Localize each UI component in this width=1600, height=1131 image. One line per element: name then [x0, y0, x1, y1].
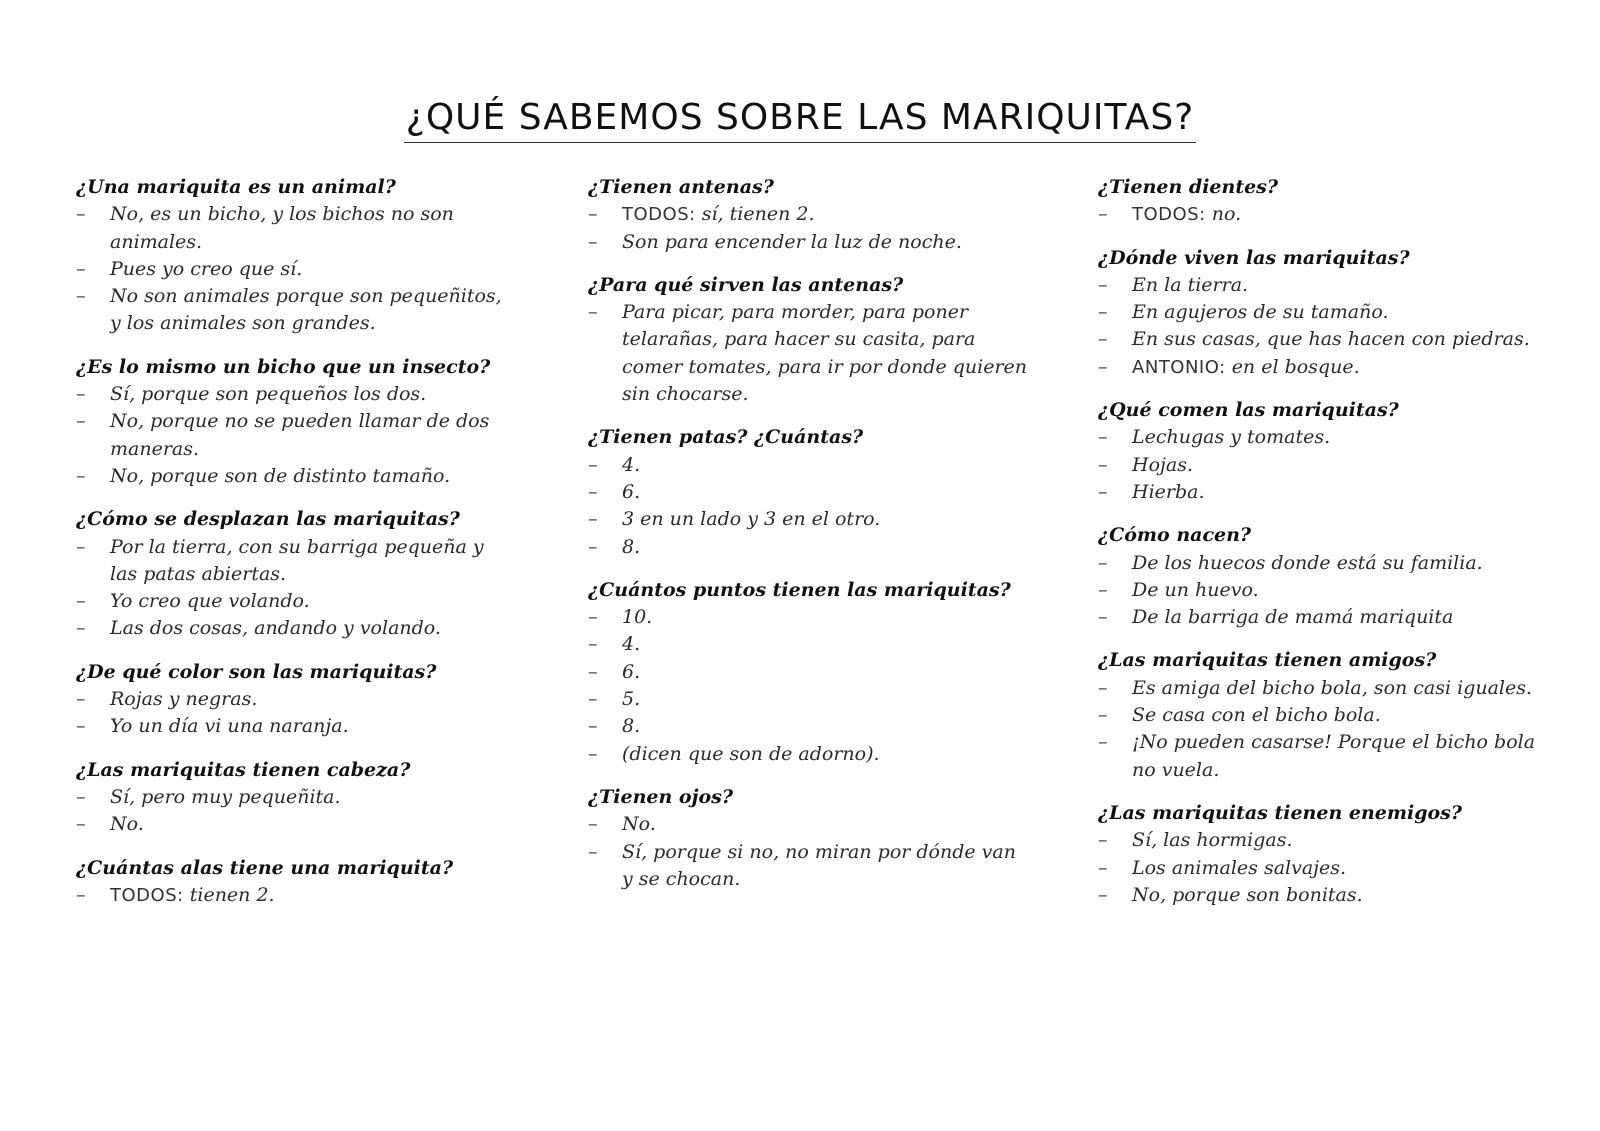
answer-item [76, 463, 516, 490]
answer-item [588, 631, 1028, 658]
answer-text: No, porque son bonitas. [1132, 883, 1363, 906]
answer-item [588, 534, 1028, 561]
question-text: ¿Tienen ojos? [588, 785, 733, 808]
dash-bullet: – [588, 508, 598, 531]
answer-item [76, 381, 516, 408]
answer-item [1098, 855, 1538, 882]
question-block [76, 855, 516, 910]
dash-bullet: – [1098, 203, 1108, 226]
answer-text: Pues yo creo que sí. [110, 257, 303, 280]
answer-item [76, 256, 516, 283]
question-text: ¿Cómo se desplazan las mariquitas? [76, 508, 460, 531]
answer-text: De la barriga de mamá mariquita [1132, 606, 1454, 629]
answer-item [76, 811, 516, 838]
question-block [1098, 647, 1538, 783]
answer-list [588, 604, 1028, 768]
answer-item [76, 201, 516, 256]
question-text: ¿Para qué sirven las antenas? [588, 273, 904, 296]
answer-item [1098, 479, 1538, 506]
dash-bullet: – [76, 715, 86, 738]
answer-text: No, porque no se pueden llamar de dos maneras. [110, 410, 490, 460]
dash-bullet: – [1098, 829, 1108, 852]
answer-item [588, 604, 1028, 631]
answer-text: Las dos cosas, andando y volando. [110, 617, 441, 640]
answer-list [76, 201, 516, 337]
dash-bullet: – [588, 715, 598, 738]
dash-bullet: – [1098, 731, 1108, 754]
answer-item [76, 534, 516, 589]
answer-item [76, 615, 516, 642]
answer-item [76, 882, 516, 909]
answer-item [588, 506, 1028, 533]
answer-text: De un huevo. [1132, 578, 1259, 601]
answer-text: No, porque son de distinto tamaño. [110, 464, 451, 487]
answer-text: Por la tierra, con su barriga pequeña y las patas abiertas. [110, 535, 484, 585]
question-text: ¿Las mariquitas tienen amigos? [1098, 649, 1437, 672]
answer-item [76, 588, 516, 615]
answer-text: 4. [622, 633, 641, 656]
answer-item [76, 686, 516, 713]
dash-bullet: – [588, 742, 598, 765]
answer-text: Son para encender la luz de noche. [622, 230, 962, 253]
answer-text: 6. [622, 660, 641, 683]
answer-text: Yo un día vi una naranja. [110, 715, 349, 738]
dash-bullet: – [588, 688, 598, 711]
dash-bullet: – [1098, 883, 1108, 906]
answer-speaker: TODOS: [1132, 204, 1206, 226]
answer-item [1098, 550, 1538, 577]
question-text: ¿Cuántos puntos tienen las mariquitas? [588, 578, 1011, 601]
answer-text: De los huecos donde está su familia. [1132, 551, 1483, 574]
dash-bullet: – [76, 285, 86, 308]
dash-bullet: – [1098, 578, 1108, 601]
answer-item [588, 479, 1028, 506]
answer-item [1098, 577, 1538, 604]
question-block [1098, 800, 1538, 909]
answer-text: No. [622, 813, 656, 836]
answer-text: No son animales porque son pequeñitos, y los animales son grandes. [110, 285, 502, 335]
answer-list [1098, 550, 1538, 632]
dash-bullet: – [76, 590, 86, 613]
answer-item [588, 839, 1028, 894]
answer-text: Sí, las hormigas. [1132, 829, 1293, 852]
question-block [1098, 397, 1538, 506]
answer-text: Hojas. [1132, 453, 1194, 476]
question-block [588, 577, 1028, 768]
question-text: ¿Tienen antenas? [588, 176, 774, 198]
answer-speaker: TODOS: [110, 884, 184, 906]
dash-bullet: – [1098, 480, 1108, 503]
answer-text: (dicen que son de adorno). [622, 742, 880, 765]
question-block [588, 424, 1028, 560]
dash-bullet: – [76, 464, 86, 487]
question-text: ¿Las mariquitas tienen cabeza? [76, 758, 411, 781]
question-text: ¿Tienen dientes? [1098, 176, 1279, 198]
answer-text: 3 en un lado y 3 en el otro. [622, 508, 881, 531]
question-text: ¿Dónde viven las mariquitas? [1098, 246, 1410, 269]
answer-list [588, 811, 1028, 893]
answer-item [1098, 675, 1538, 702]
answer-item [76, 283, 516, 338]
answer-text: No, es un bicho, y los bichos no son animales. [110, 203, 454, 253]
answer-item [1098, 827, 1538, 854]
answer-list [1098, 675, 1538, 784]
answer-text: Se casa con el bicho bola. [1132, 704, 1381, 727]
dash-bullet: – [588, 813, 598, 836]
dash-bullet: – [76, 785, 86, 808]
answer-text: 5. [622, 688, 641, 711]
dash-bullet: – [1098, 856, 1108, 879]
dash-bullet: – [588, 480, 598, 503]
answer-item [1098, 299, 1538, 326]
answer-text: Sí, porque si no, no miran por dónde van y se chocan. [622, 840, 1016, 890]
question-block [588, 784, 1028, 893]
question-block [76, 174, 516, 338]
answer-list [1098, 424, 1538, 506]
column-left [76, 174, 516, 925]
answer-list [76, 686, 516, 741]
dash-bullet: – [588, 660, 598, 683]
answer-text: Lechugas y tomates. [1132, 426, 1331, 449]
answer-text: 6. [622, 480, 641, 503]
answer-item [588, 686, 1028, 713]
answer-item [588, 659, 1028, 686]
answer-list [76, 784, 516, 839]
dash-bullet: – [1098, 426, 1108, 449]
question-text: ¿Cómo nacen? [1098, 524, 1252, 547]
dash-bullet: – [588, 453, 598, 476]
dash-bullet: – [76, 813, 86, 836]
answer-list [588, 452, 1028, 561]
question-text: ¿De qué color son las mariquitas? [76, 660, 437, 683]
answer-item [588, 201, 1028, 228]
answer-text: No. [110, 813, 144, 836]
dash-bullet: – [1098, 273, 1108, 296]
answer-text: Sí, porque son pequeños los dos. [110, 383, 427, 406]
question-block [1098, 245, 1538, 381]
answer-item [588, 811, 1028, 838]
answer-speaker: TODOS: [622, 204, 696, 226]
answer-item [76, 713, 516, 740]
dash-bullet: – [588, 535, 598, 558]
answer-list [76, 534, 516, 643]
answer-item [1098, 326, 1538, 353]
dash-bullet: – [588, 633, 598, 656]
dash-bullet: – [588, 203, 598, 226]
answer-item [588, 299, 1028, 408]
question-block [1098, 174, 1538, 229]
answer-text: 8. [622, 535, 641, 558]
answer-text: sí, tienen 2. [701, 203, 815, 226]
answer-item [1098, 729, 1538, 784]
answer-list [588, 299, 1028, 408]
answer-item [588, 741, 1028, 768]
dash-bullet: – [1098, 704, 1108, 727]
answer-item [588, 452, 1028, 479]
dash-bullet: – [1098, 355, 1108, 378]
dash-bullet: – [1098, 606, 1108, 629]
dash-bullet: – [588, 606, 598, 629]
dash-bullet: – [76, 383, 86, 406]
question-block [588, 272, 1028, 408]
answer-text: Yo creo que volando. [110, 590, 310, 613]
answer-item [1098, 424, 1538, 451]
answer-list [588, 201, 1028, 256]
answer-item [1098, 201, 1538, 228]
answer-text: Sí, pero muy pequeñita. [110, 785, 341, 808]
answer-item [1098, 354, 1538, 381]
question-text: ¿Una mariquita es un animal? [76, 176, 396, 198]
answer-list [1098, 827, 1538, 909]
dash-bullet: – [1098, 676, 1108, 699]
answer-text: Hierba. [1132, 480, 1205, 503]
answer-text: no. [1211, 203, 1242, 226]
answer-text: Los animales salvajes. [1132, 856, 1347, 879]
question-text: ¿Las mariquitas tienen enemigos? [1098, 801, 1462, 824]
dash-bullet: – [76, 883, 86, 906]
answer-text: Rojas y negras. [110, 688, 258, 711]
question-text: ¿Tienen patas? ¿Cuántas? [588, 426, 864, 449]
answer-item [588, 713, 1028, 740]
answer-text: en el bosque. [1231, 355, 1360, 378]
dash-bullet: – [76, 688, 86, 711]
question-block [588, 174, 1028, 256]
answer-item [588, 229, 1028, 256]
answer-item [1098, 452, 1538, 479]
page-header [0, 96, 1600, 143]
column-middle [588, 174, 1028, 909]
answer-item [76, 408, 516, 463]
answer-text: En sus casas, que has hacen con piedras. [1132, 328, 1530, 351]
answer-list [76, 882, 516, 909]
answer-text: En agujeros de su tamaño. [1132, 301, 1389, 324]
dash-bullet: – [1098, 301, 1108, 324]
answer-list [76, 381, 516, 490]
answer-text: Para picar, para morder, para poner telarañas, para hacer su casita, para comer tomates, para ir por donde quieren sin chocarse. [622, 301, 1028, 406]
answer-text: 10. [622, 606, 653, 629]
dash-bullet: – [76, 257, 86, 280]
question-block [76, 354, 516, 490]
question-block [76, 506, 516, 642]
answer-text: ¡No pueden casarse! Porque el bicho bola no vuela. [1132, 731, 1536, 781]
dash-bullet: – [76, 617, 86, 640]
answer-item [1098, 604, 1538, 631]
answer-text: En la tierra. [1132, 273, 1249, 296]
answer-list [1098, 201, 1538, 228]
question-text: ¿Cuántas alas tiene una mariquita? [76, 856, 454, 879]
answer-list [1098, 272, 1538, 381]
dash-bullet: – [1098, 453, 1108, 476]
dash-bullet: – [588, 301, 598, 324]
answer-item [1098, 882, 1538, 909]
dash-bullet: – [588, 230, 598, 253]
dash-bullet: – [588, 840, 598, 863]
question-block [76, 659, 516, 741]
page-title: ¿QUÉ SABEMOS SOBRE LAS MARIQUITAS? [404, 96, 1197, 143]
answer-item [1098, 272, 1538, 299]
question-block [1098, 522, 1538, 631]
dash-bullet: – [76, 203, 86, 226]
dash-bullet: – [1098, 551, 1108, 574]
dash-bullet: – [1098, 328, 1108, 351]
dash-bullet: – [76, 535, 86, 558]
question-text: ¿Es lo mismo un bicho que un insecto? [76, 355, 491, 378]
dash-bullet: – [76, 410, 86, 433]
question-text: ¿Qué comen las mariquitas? [1098, 399, 1399, 422]
question-block [76, 757, 516, 839]
answer-text: 4. [622, 453, 641, 476]
answer-item [76, 784, 516, 811]
answer-text: 8. [622, 715, 641, 738]
answer-text: tienen 2. [189, 883, 275, 906]
answer-speaker: ANTONIO: [1132, 356, 1226, 378]
answer-text: Es amiga del bicho bola, son casi iguales. [1132, 676, 1533, 699]
answer-item [1098, 702, 1538, 729]
column-right [1098, 174, 1538, 925]
